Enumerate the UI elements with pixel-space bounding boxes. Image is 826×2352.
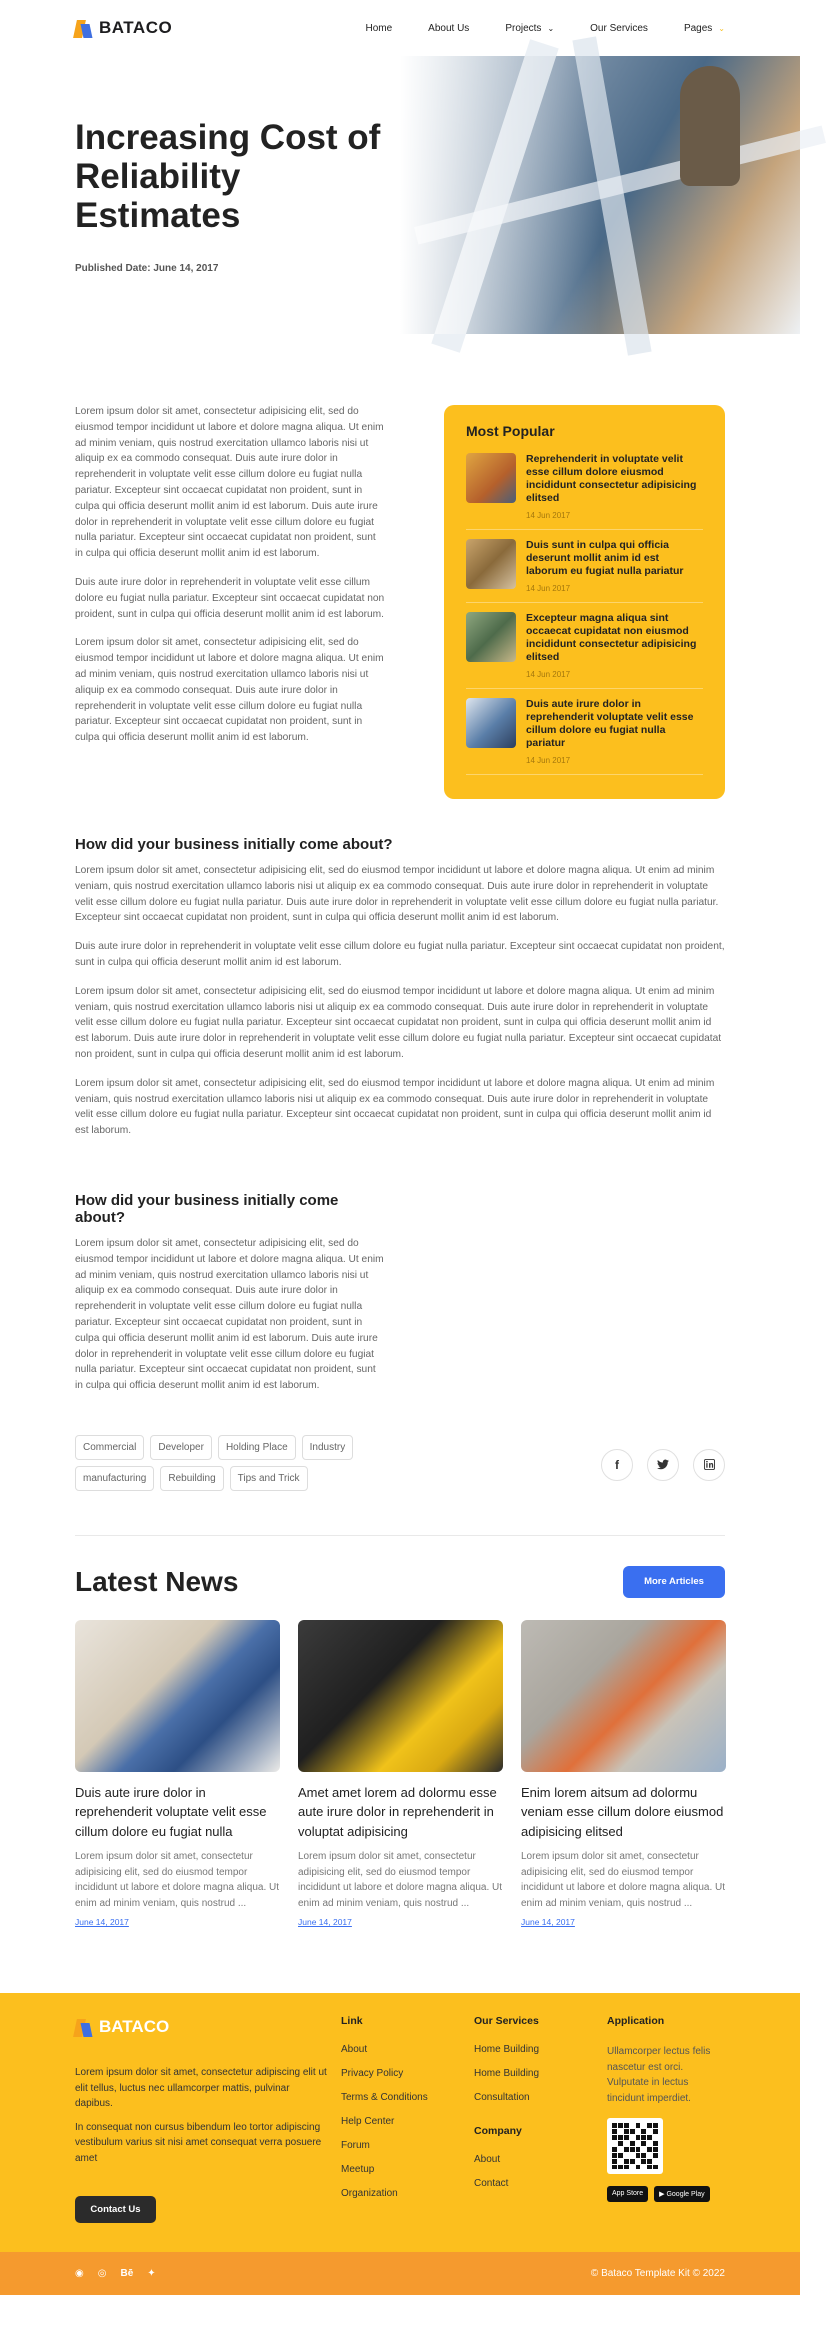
news-card[interactable] [521, 1620, 726, 1928]
footer-link[interactable]: Home Building [474, 2044, 540, 2056]
nav-item-pages[interactable] [684, 23, 725, 34]
footer-link[interactable]: Contact [474, 2178, 509, 2190]
footer-column-title: Company [474, 2125, 522, 2138]
footer-logo[interactable] [75, 2017, 169, 2037]
news-card-date[interactable]: June 14, 2017 [298, 1917, 352, 1928]
nav-item-about[interactable] [428, 23, 469, 34]
chevron-down-icon: ⌄ [547, 23, 555, 33]
paragraph: Lorem ipsum dolor sit amet, consectetur adipisicing elit, sed do eiusmod tempor incididunt ut labore et dolore magna aliqua. Ut enim ad minim veniam, quis nostrud exercitation ullamco laboris nisi ut aliquip ex ea commodo consequat. Duis aute irure dolor in reprehenderit in voluptate velit esse cillum dolore eu fugiat nulla pariatur. Duis aute irure dolor in reprehenderit in voluptate velit esse cillum dolore eu fugiat nulla pariatur. Excepteur sint occaecat cupidatat non proident, sunt in culpa qui officia deserunt mollit anim id est laborum. [75, 865, 719, 924]
paragraph: Lorem ipsum dolor sit amet, consectetur adipisicing elit, sed do eiusmod tempor incididunt ut labore et dolore magna aliqua. Ut enim ad minim veniam, quis nostrud exercitation ullamco laboris nisi ut aliquip ex ea commodo consequat. Duis aute irure dolor in reprehenderit in voluptate velit esse cillum dolore eu fugiat nulla pariatur. Excepteur sint occaecat cupidatat non proident, sunt in culpa qui officia deserunt mollit anim id est laborum. [75, 1077, 715, 1137]
linkedin-icon[interactable] [693, 1449, 725, 1481]
footer-services-column [474, 2015, 539, 2202]
nav-label: Home [365, 22, 393, 34]
paragraph: Lorem ipsum dolor sit amet, consectetur adipisicing elit, sed do eiusmod tempor incididunt ut labore et dolore magna aliqua. Ut enim ad minim veniam, quis nostrud exercitation ullamco laboris nisi ut aliquip ex ea commodo consequat. Duis aute irure dolor in reprehenderit in voluptate velit esse cillum dolore eu fugiat nulla pariatur. Excepteur sint occaecat cupidatat non proident, sunt in culpa qui officia deserunt mollit anim id est laborum. [75, 637, 384, 744]
footer-main [0, 1993, 800, 2252]
tag-list [75, 1435, 375, 1491]
popular-thumbnail [466, 698, 516, 748]
article-section [0, 1152, 800, 1394]
footer-link[interactable]: Organization [341, 2188, 398, 2200]
section-heading: How did your business initially come about? [75, 1191, 339, 1226]
tag[interactable]: Holding Place [218, 1435, 296, 1460]
nav-item-projects[interactable] [505, 23, 554, 34]
nav-label: Projects [505, 22, 542, 34]
footer-link[interactable]: Help Center [341, 2116, 395, 2128]
tags-and-share [0, 1407, 800, 1509]
tag[interactable]: Rebuilding [160, 1466, 223, 1491]
behance-icon[interactable]: Bē [120, 2268, 134, 2280]
news-card-title: Amet amet lorem ad dolormu esse aute irure dolor in reprehenderit in voluptat adipisicing [298, 1784, 497, 1839]
twitter-icon[interactable]: ✦ [147, 2268, 156, 2280]
popular-thumbnail [466, 453, 516, 503]
popular-item[interactable] [466, 453, 703, 530]
social-links [75, 2268, 156, 2279]
news-card[interactable] [298, 1620, 503, 1928]
footer-about-text: In consequat non cursus bibendum leo tortor adipiscing vestibulum varius sit nisi amet consequat verra posuere amet [75, 2121, 322, 2164]
footer-link[interactable]: Forum [341, 2140, 370, 2152]
popular-item[interactable] [466, 698, 703, 775]
more-articles-button[interactable]: More Articles [623, 1566, 725, 1598]
share-buttons [601, 1449, 725, 1481]
popular-thumbnail [466, 612, 516, 662]
paragraph: Lorem ipsum dolor sit amet, consectetur adipisicing elit, sed do eiusmod tempor incididunt ut labore et dolore magna aliqua. Ut enim ad minim veniam, quis nostrud exercitation ullamco laboris nisi ut aliquip ex ea commodo consequat. Duis aute irure dolor in reprehenderit in voluptate velit esse cillum dolore eu fugiat nulla pariatur. Excepteur sint occaecat cupidatat non proident, sunt in culpa qui officia deserunt mollit anim id est laborum. Duis aute irure dolor in reprehenderit in voluptate velit esse cillum dolore eu fugiat nulla pariatur. Excepteur sint occaecat cupidatat non proident, sunt in culpa qui officia deserunt mollit anim id est laborum. [75, 985, 722, 1060]
popular-item[interactable] [466, 539, 703, 603]
paragraph: Duis aute irure dolor in reprehenderit in voluptate velit esse cillum dolore eu fugiat nulla pariatur. Excepteur sint occaecat cupidatat non proident, sunt in culpa qui officia deserunt mollit anim id est laborum. [75, 941, 725, 968]
popular-item[interactable] [466, 612, 703, 689]
footer-about [75, 2065, 330, 2174]
tag[interactable]: Industry [302, 1435, 354, 1460]
tag[interactable]: manufacturing [75, 1466, 154, 1491]
footer-link[interactable]: Meetup [341, 2164, 375, 2176]
messenger-icon[interactable]: ◉ [75, 2268, 84, 2280]
footer-links-column [341, 2015, 428, 2212]
news-image [298, 1620, 503, 1772]
article-section [0, 804, 800, 1139]
play-icon: ▶ [659, 2191, 667, 2199]
published-date: Published Date: June 14, 2017 [75, 263, 219, 274]
news-card-title: Duis aute irure dolor in reprehenderit voluptate velit esse cillum dolore eu fugiat nulla [75, 1784, 267, 1839]
nav-item-services[interactable] [590, 23, 648, 34]
footer-link[interactable]: Terms & Conditions [341, 2092, 428, 2104]
tag[interactable]: Developer [150, 1435, 212, 1460]
news-image [75, 1620, 280, 1772]
news-image [521, 1620, 726, 1772]
store-label: Google Play [666, 2191, 705, 2199]
popular-item-title: Duis aute irure dolor in reprehenderit voluptate velit esse cillum dolore eu fugiat nulla pariatur [526, 698, 694, 749]
popular-item-title: Reprehenderit in voluptate velit esse cillum dolore eiusmod incididunt consectetur adipisicing elitsed [526, 453, 697, 504]
news-card-title: Enim lorem aitsum ad dolormu veniam esse cillum dolore eiusmod adipisicing elitsed [521, 1784, 724, 1839]
footer-column-title: Link [341, 2015, 363, 2028]
hero [0, 56, 800, 334]
intro-text [75, 404, 385, 759]
store-label: App Store [612, 2190, 644, 2198]
news-header [0, 1536, 800, 1598]
paragraph: Lorem ipsum dolor sit amet, consectetur adipisicing elit, sed do eiusmod tempor incididunt ut labore et dolore magna aliqua. Ut enim ad minim veniam, quis nostrud exercitation ullamco laboris nisi ut aliquip ex ea commodo consequat. Duis aute irure dolor in reprehenderit in voluptate velit esse cillum dolore eu fugiat nulla pariatur. Excepteur sint occaecat cupidatat non proident, sunt in culpa qui officia deserunt mollit anim id est laborum. Duis aute irure dolor in reprehenderit in voluptate velit esse cillum dolore eu fugiat nulla pariatur. Excepteur sint occaecat cupidatat non proident, sunt in culpa qui officia deserunt mollit anim id est laborum. [75, 1237, 384, 1392]
news-grid [0, 1598, 800, 1928]
footer-link[interactable]: Consultation [474, 2092, 530, 2104]
facebook-icon[interactable]: f [601, 1449, 633, 1481]
popular-item-date: 14 Jun 2017 [526, 584, 571, 593]
footer-link[interactable]: Privacy Policy [341, 2068, 404, 2080]
twitter-icon[interactable] [647, 1449, 679, 1481]
copyright: © Bataco Template Kit © 2022 [590, 2268, 725, 2280]
application-text: Ullamcorper lectus felis nascetur est orci. Vulputate in lectus tincidunt imperdiet. [607, 2046, 711, 2104]
google-play-badge[interactable] [654, 2186, 709, 2202]
popular-item-title: Excepteur magna aliqua sint occaecat cupidatat non eiusmod incididunt consectetur adipisicing elitsed [526, 612, 697, 663]
popular-item-date: 14 Jun 2017 [526, 670, 571, 679]
paragraph: Duis aute irure dolor in reprehenderit in voluptate velit esse cillum dolore eu fugiat nulla pariatur. Excepteur sint occaecat cupidatat non proident, sunt in culpa qui officia deserunt mollit anim id est laborum. [75, 576, 385, 620]
news-title: Latest News [75, 1565, 239, 1597]
popular-item-date: 14 Jun 2017 [526, 756, 571, 765]
instagram-icon[interactable]: ◎ [97, 2268, 107, 2280]
contact-us-button[interactable]: Contact Us [75, 2196, 156, 2223]
popular-item-date: 14 Jun 2017 [526, 511, 571, 520]
main-nav [365, 23, 725, 34]
footer-column-title: Our Services [474, 2015, 539, 2028]
articles-watermark: Articles [733, 605, 780, 760]
nav-label: Our Services [590, 22, 648, 34]
hero-image [400, 56, 800, 334]
footer-link[interactable]: About [341, 2044, 368, 2056]
app-store-badge[interactable] [607, 2186, 648, 2202]
nav-item-home[interactable] [365, 23, 392, 34]
article-intro [0, 334, 800, 804]
logo-icon [75, 2017, 93, 2037]
footer-column-title: Application [607, 2015, 665, 2028]
popular-item-title: Duis sunt in culpa qui officia deserunt mollit anim id est laborum eu fugiat nulla pariatur [526, 539, 684, 577]
app-store-badges [607, 2186, 727, 2202]
news-card[interactable] [75, 1620, 280, 1928]
news-card-excerpt: Lorem ipsum dolor sit amet, consectetur adipisicing elit, sed do eiusmod tempor incididunt ut labore et dolore magna aliqua. Ut enim ad minim veniam, quis nostrud ... [298, 1851, 503, 1909]
popular-thumbnail [466, 539, 516, 589]
footer-application-column [607, 2015, 727, 2202]
logo-icon [75, 18, 93, 38]
page-title: Increasing Cost of Reliability Estimates [75, 118, 381, 235]
news-card-excerpt: Lorem ipsum dolor sit amet, consectetur adipisicing elit, sed do eiusmod tempor incididunt ut labore et dolore magna aliqua. Ut enim ad minim veniam, quis nostrud ... [521, 1851, 726, 1909]
site-header [0, 0, 800, 56]
footer-bottom-bar [0, 2252, 800, 2295]
footer-about-text: Lorem ipsum dolor sit amet, consectetur adipiscing elit ut elit tellus, luctus nec ullamcorper mattis, pulvinar dapibus. [75, 2067, 327, 2110]
chevron-down-icon: ⌄ [718, 23, 725, 33]
brand-name: BATACO [99, 18, 173, 37]
site-footer [0, 1993, 800, 2295]
most-popular-title: Most Popular [466, 423, 555, 439]
qr-code [607, 2118, 663, 2174]
news-card-excerpt: Lorem ipsum dolor sit amet, consectetur adipisicing elit, sed do eiusmod tempor incididunt ut labore et dolore magna aliqua. Ut enim ad minim veniam, quis nostrud ... [75, 1851, 280, 1909]
paragraph: Lorem ipsum dolor sit amet, consectetur adipisicing elit, sed do eiusmod tempor incididunt ut labore et dolore magna aliqua. Ut enim ad minim veniam, quis nostrud exercitation ullamco laboris nisi ut aliquip ex ea commodo consequat. Duis aute irure dolor in reprehenderit in voluptate velit esse cillum dolore eu fugiat nulla pariatur. Excepteur sint occaecat cupidatat non proident, sunt in culpa qui officia deserunt mollit anim id est laborum. Duis aute irure dolor in reprehenderit in voluptate velit esse cillum dolore eu fugiat nulla pariatur. Excepteur sint occaecat cupidatat non proident, sunt in culpa qui officia deserunt mollit anim id est laborum. [75, 406, 384, 560]
nav-label: Pages [683, 22, 713, 34]
footer-link[interactable]: About [474, 2154, 501, 2166]
tag[interactable]: Commercial [75, 1435, 144, 1460]
news-card-date[interactable]: June 14, 2017 [521, 1917, 575, 1928]
brand-name: BATACO [99, 2017, 170, 2037]
tag[interactable]: Tips and Trick [230, 1466, 308, 1491]
nav-label: About Us [428, 22, 470, 34]
footer-link[interactable]: Home Building [474, 2068, 540, 2080]
most-popular-panel [444, 405, 780, 799]
brand-logo[interactable] [75, 18, 172, 38]
section-column [75, 1192, 385, 1394]
latest-news [0, 1536, 800, 1928]
section-heading: How did your business initially come about? [75, 836, 393, 853]
news-card-date[interactable]: June 14, 2017 [75, 1917, 129, 1928]
